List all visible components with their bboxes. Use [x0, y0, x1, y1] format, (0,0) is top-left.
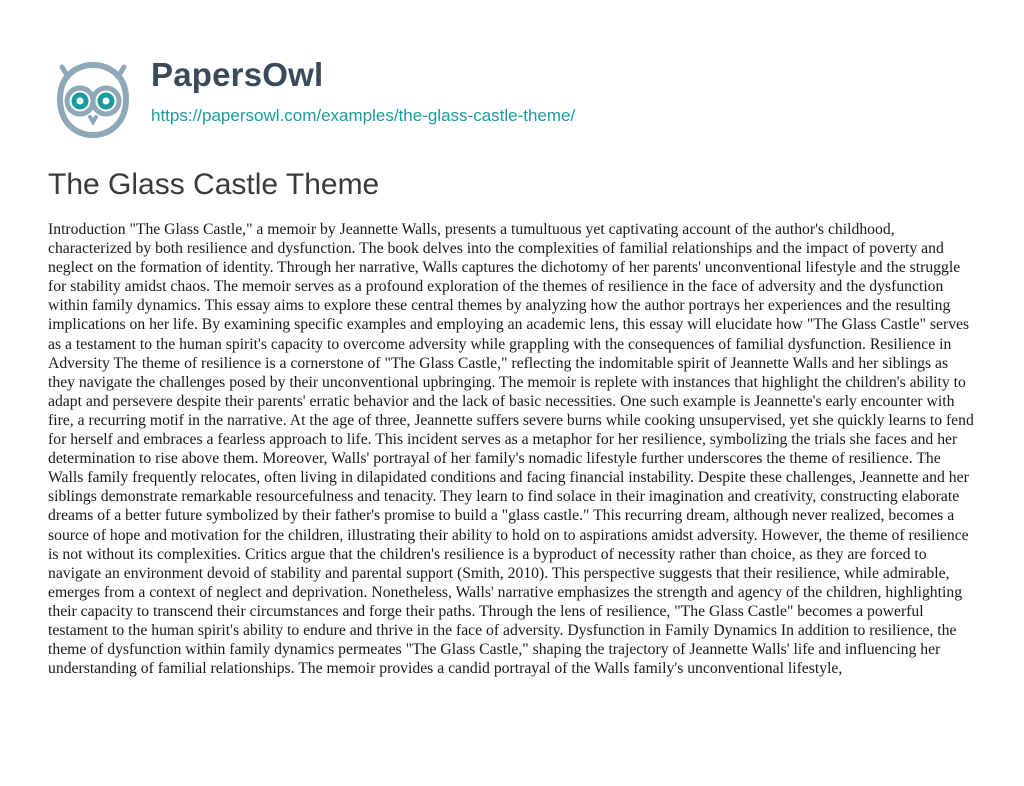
- brand-name[interactable]: PapersOwl: [151, 56, 324, 93]
- owl-logo-right-ear: [118, 67, 124, 77]
- owl-logo-right-eye-ring: [93, 88, 119, 114]
- owl-logo-left-eye: [74, 95, 86, 107]
- owl-logo-icon[interactable]: [50, 59, 136, 139]
- article-body: Introduction "The Glass Castle," a memoir by Jeannette Walls, presents a tumultuous yet captivating account of the author's childhood, characterized by both resilience and dysfunction. The book delves into the complexities of familial relationships and the impact of poverty and neglect on the formation of identity. Through her narrative, Walls captures the dichotomy of her parents' unconventional lifestyle and the struggle for stability amidst chaos. The memoir serves as a profound exploration of the themes of resilience in the face of adversity and the dysfunction within family dynamics. This essay aims to explore these central themes by analyzing how the author portrays her experiences and the resulting implications on her life. By examining specific examples and employing an academic lens, this essay will elucidate how "The Glass Castle" serves as a testament to the human spirit's capacity to overcome adversity while grappling with the consequences of familial dysfunction. Resilience in Adversity The theme of resilience is a cornerstone of "The Glass Castle," reflecting the indomitable spirit of Jeannette Walls and her siblings as they navigate the challenges posed by their unconventional upbringing. The memoir is replete with instances that highlight the children's ability to adapt and persevere despite their parents' erratic behavior and the lack of basic necessities. One such example is Jeannette's early encounter with fire, a recurring motif in the narrative. At the age of three, Jeannette suffers severe burns while cooking unsupervised, yet she quickly learns to fend for herself and embraces a fearless approach to life. This incident serves as a metaphor for her resilience, symbolizing the trials she faces and her determination to rise above them. Moreover, Walls' portrayal of her family's nomadic lifestyle further underscores the theme of resilience. The Walls family frequently relocates, often living in dilapidated conditions and facing financial instability. Despite these challenges, Jeannette and her siblings demonstrate remarkable resourcefulness and tenacity. They learn to find solace in their imagination and creativity, constructing elaborate dreams of a better future symbolized by their father's promise to build a "glass castle." This recurring dream, although never realized, becomes a source of hope and motivation for the children, illustrating their ability to hold on to aspirations amidst adversity. However, the theme of resilience is not without its complexities. Critics argue that the children's resilience is a byproduct of necessity rather than choice, as they are forced to navigate an environment devoid of stability and parental support (Smith, 2010). This perspective suggests that their resilience, while admirable, emerges from a context of neglect and deprivation. Nonetheless, Walls' narrative emphasizes the strength and agency of the children, highlighting their capacity to transcend their circumstances and forge their paths. Through the lens of resilience, "The Glass Castle" becomes a powerful testament to the human spirit's ability to endure and thrive in the face of adversity. Dysfunction in Family Dynamics In addition to resilience, the theme of dysfunction within family dynamics permeates "The Glass Castle," shaping the trajectory of Jeannette Walls' life and influencing her understanding of familial relationships. The memoir provides a candid portrayal of the Walls family's unconventional lifestyle,: [48, 221, 974, 678]
- owl-logo-left-ear: [62, 67, 68, 77]
- article-title: The Glass Castle Theme: [48, 168, 380, 201]
- owl-logo-left-eye-ring: [67, 88, 93, 114]
- article-url-link[interactable]: https://papersowl.com/examples/the-glass-castle-theme/: [151, 106, 576, 125]
- owl-logo-beak: [90, 117, 96, 122]
- site-header: [50, 55, 950, 135]
- owl-logo-right-eye: [100, 95, 112, 107]
